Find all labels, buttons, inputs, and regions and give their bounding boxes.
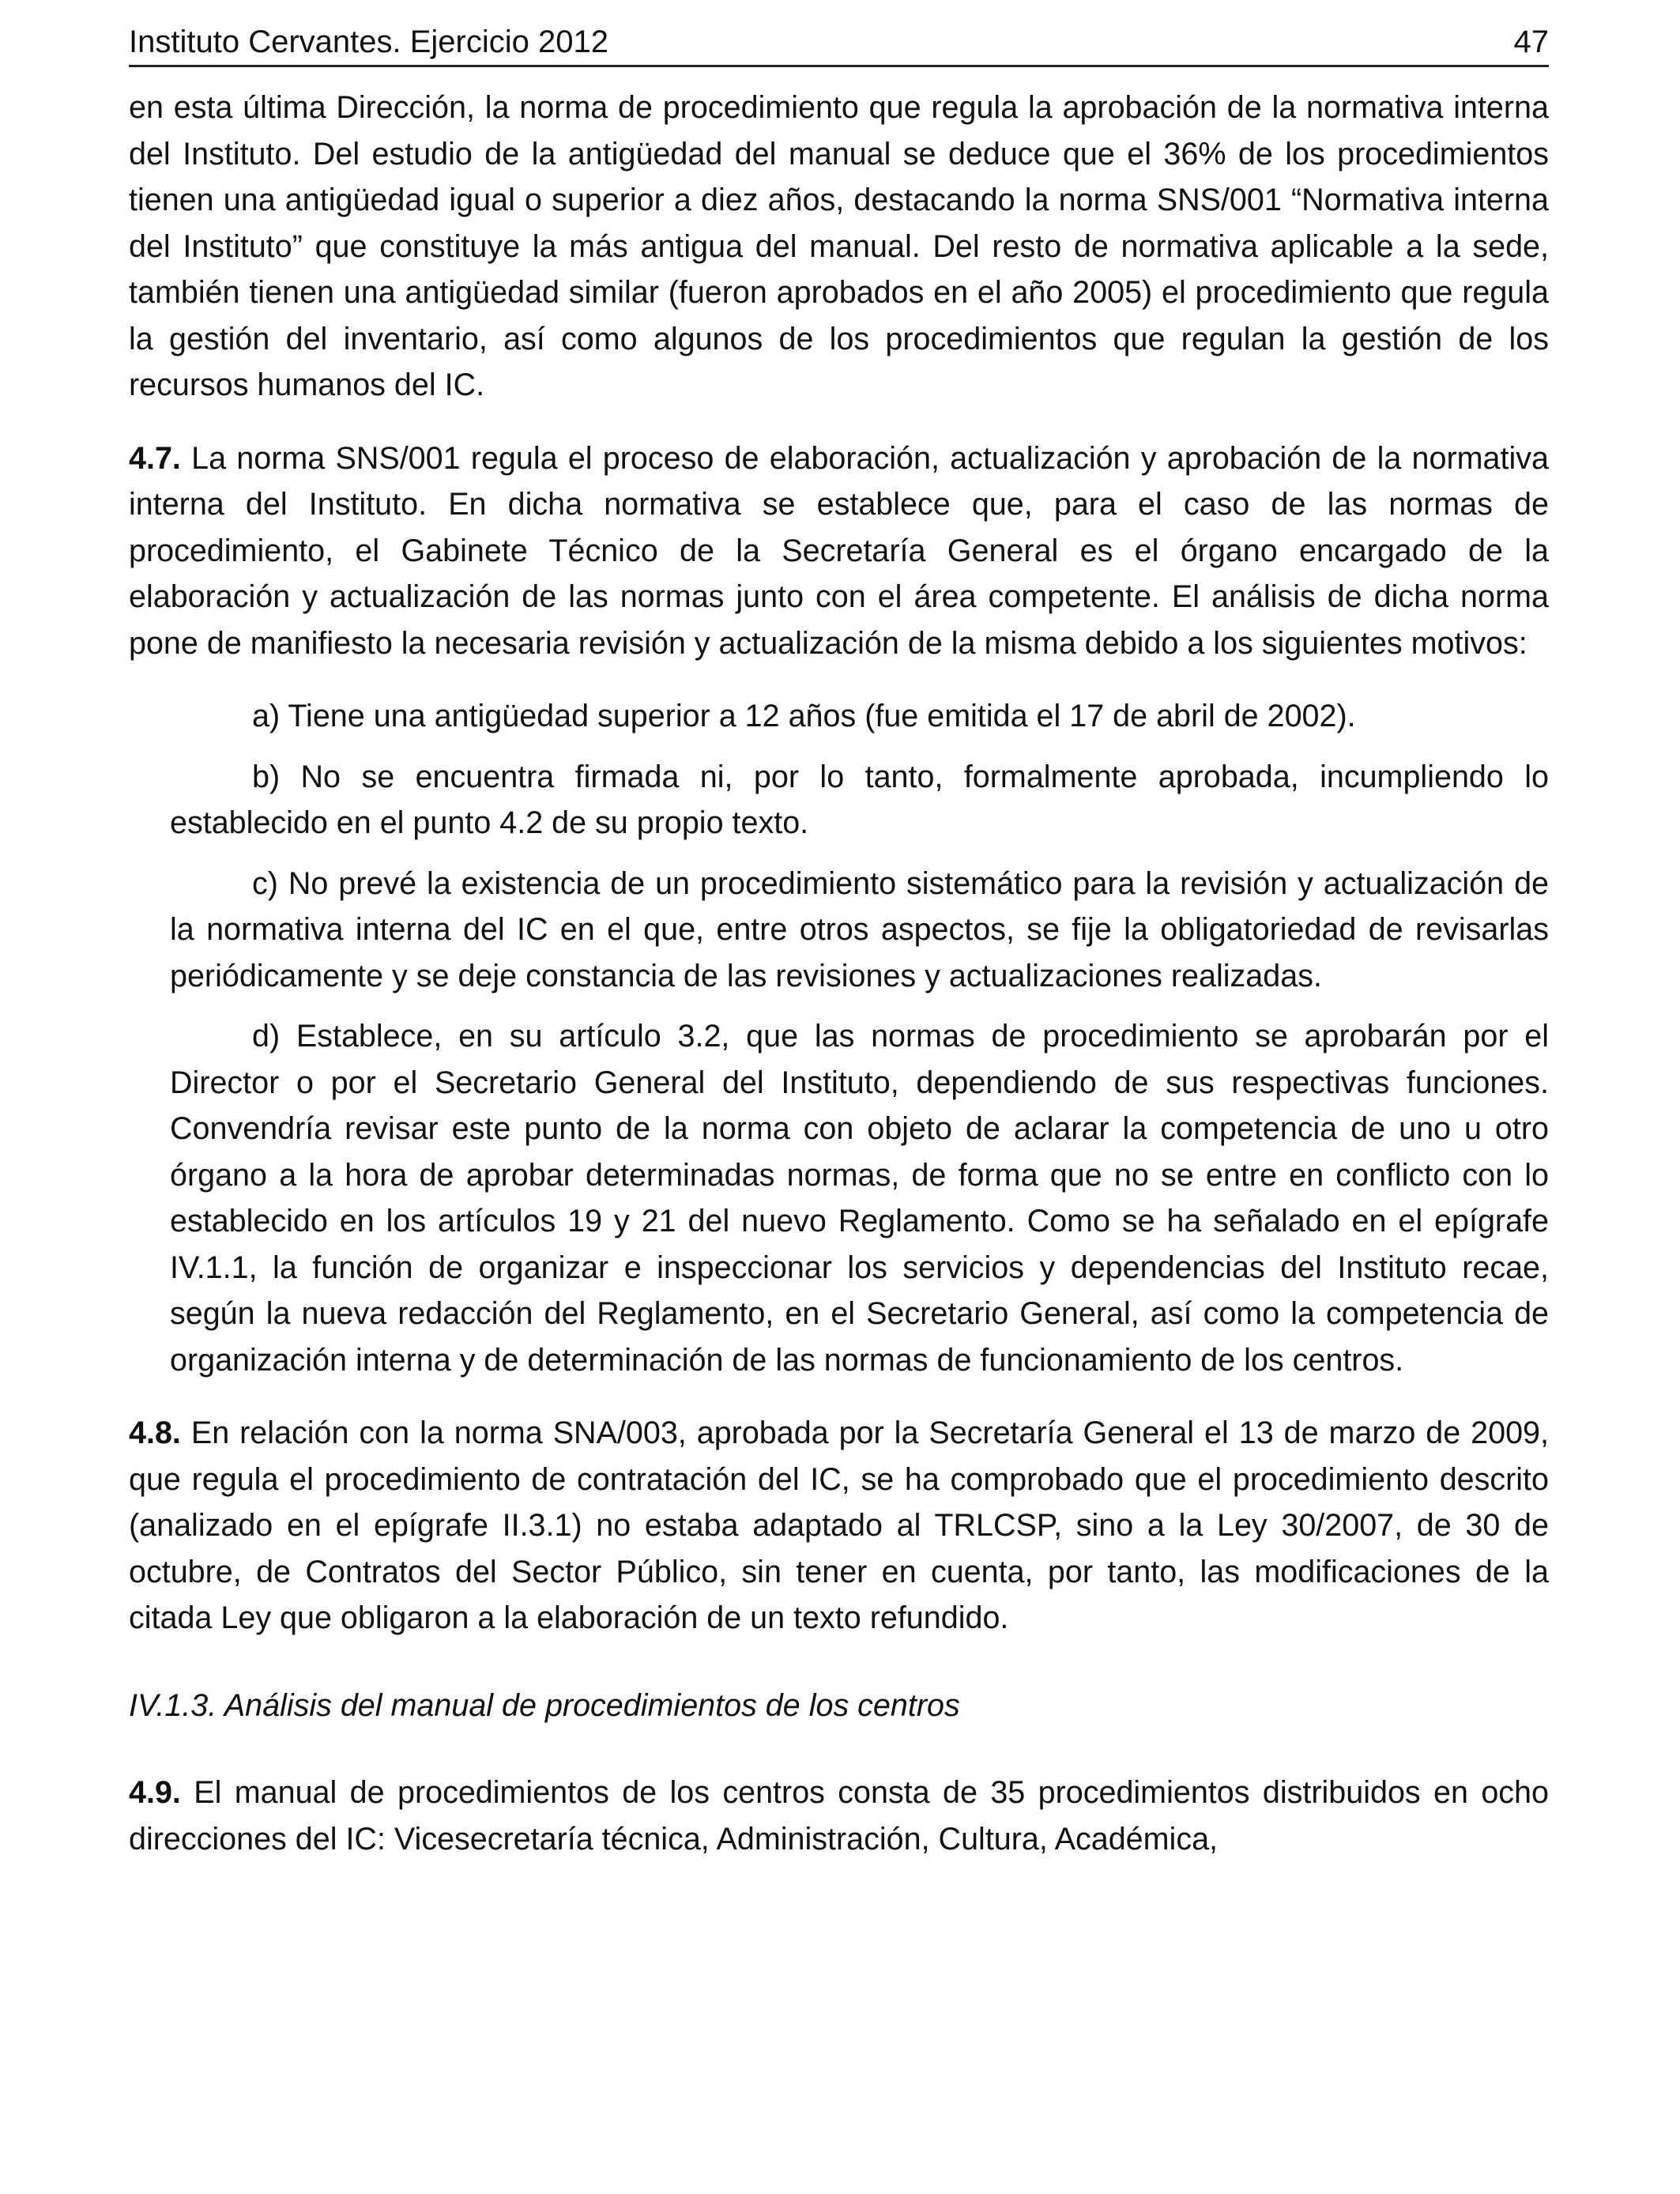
paragraph-4-9 xyxy=(129,1770,1549,1862)
paragraph-text: La norma SNS/001 regula el proceso de elaboración, actualización y aprobación de la normativa interna del Instituto. En dicha normativa se establece que, para el caso de las normas de procedimiento, el Gabinete Técnico de la Secretaría General es el órgano encargado de la elaboración y actualización de las normas junto con el área competente. El análisis de dicha norma pone de manifiesto la necesaria revisión y actualización de la misma debido a los siguientes motivos: xyxy=(129,440,1549,661)
document-page xyxy=(129,22,1549,1862)
page-number: 47 xyxy=(1513,25,1549,59)
paragraph-continuation: en esta última Dirección, la norma de procedimiento que regula la aprobación de la normativa interna del Instituto. Del estudio de la antigüedad del manual se deduce que el 36% de los procedimientos tienen una antigüedad igual o superior a diez años, destacando la norma SNS/001 “Normativa interna del Instituto” que constituye la más antigua del manual. Del resto de normativa aplicable a la sede, también tienen una antigüedad similar (fueron aprobados en el año 2005) el procedimiento que regula la gestión del inventario, así como algunos de los procedimientos que regulan la gestión de los recursos humanos del IC. xyxy=(129,90,1549,402)
paragraph-text: El manual de procedimientos de los centros consta de 35 procedimientos distribuidos en ocho direcciones del IC: Vicesecretaría técnica, Administración, Cultura, Académica, xyxy=(129,1775,1549,1857)
list-item-d: d) Establece, en su artículo 3.2, que las normas de procedimiento se aprobarán por el Director o por el Secretario General del Instituto, dependiendo de sus respectivas funciones. Convendría revisar este punto de la norma con objeto de aclarar la competencia de uno u otro órgano a la hora de aprobar determinadas normas, de forma que no se entre en conflicto con lo establecido en los artículos 19 y 21 del nuevo Reglamento. Como se ha señalado en el epígrafe IV.1.1, la función de organizar e inspeccionar los servicios y dependencias del Instituto recae, según la nueva redacción del Reglamento, en el Secretario General, así como la competencia de organización interna y de determinación de las normas de funcionamiento de los centros. xyxy=(170,1019,1549,1378)
list-item-c: c) No prevé la existencia de un procedimiento sistemático para la revisión y actualización de la normativa interna del IC en el que, entre otros aspectos, se fije la obligatoriedad de revisarlas periódicamente y se deje constancia de las revisiones y actualizaciones realizadas. xyxy=(170,865,1549,993)
page-header xyxy=(129,22,1549,67)
list-item-a: a) Tiene una antigüedad superior a 12 años (fue emitida el 17 de abril de 2002). xyxy=(252,699,1356,733)
list-item-b: b) No se encuentra firmada ni, por lo tanto, formalmente aprobada, incumpliendo lo establecido en el punto 4.2 de su propio texto. xyxy=(170,759,1549,840)
section-subheading: IV.1.3. Análisis del manual de procedimientos de los centros xyxy=(129,1687,960,1723)
paragraph-4-8 xyxy=(129,1410,1549,1642)
paragraph-number: 4.9. xyxy=(129,1775,181,1810)
paragraph-text: En relación con la norma SNA/003, aprobada por la Secretaría General el 13 de marzo de 2009, que regula el procedimiento de contratación del IC, se ha comprobado que el procedimiento descrito (analizado en el epígrafe II.3.1) no estaba adaptado al TRLCSP, sino a la Ley 30/2007, de 30 de octubre, de Contratos del Sector Público, sin tener en cuenta, por tanto, las modificaciones de la citada Ley que obligaron a la elaboración de un texto refundido. xyxy=(129,1416,1549,1635)
header-title: Instituto Cervantes. Ejercicio 2012 xyxy=(129,25,608,59)
paragraph-number: 4.8. xyxy=(129,1416,181,1450)
paragraph-number: 4.7. xyxy=(129,440,181,476)
paragraph-4-7 xyxy=(129,435,1549,667)
document-body xyxy=(129,85,1549,1862)
